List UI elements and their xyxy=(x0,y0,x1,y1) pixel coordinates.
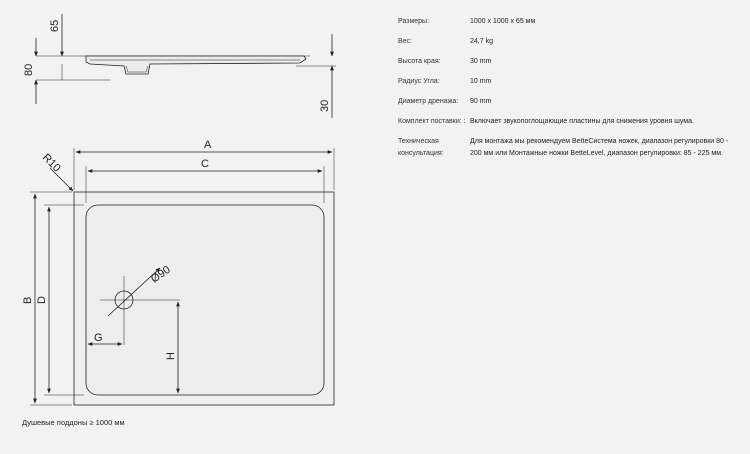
spec-label: Радиус Угла: xyxy=(398,78,440,85)
dim-label-d: D xyxy=(36,296,48,304)
spec-value: 90 mm xyxy=(470,98,492,105)
spec-row-edge-height xyxy=(398,56,738,68)
spec-value: 1000 x 1000 x 65 мм xyxy=(470,18,536,25)
technical-drawing xyxy=(0,0,360,454)
dim-label-h: H xyxy=(165,352,177,360)
product-caption: Душевые поддоны ≥ 1000 мм xyxy=(22,418,125,427)
spec-label: Техническая консультация: xyxy=(398,138,444,157)
dim-label-g: G xyxy=(94,332,103,344)
spec-label: Размеры: xyxy=(398,18,430,25)
spec-label: Комплект поставки: : xyxy=(398,118,466,125)
spec-label: Диаметр дренажа: xyxy=(398,98,459,105)
spec-value: 24,7 kg xyxy=(470,38,493,45)
dim-label-a: A xyxy=(204,139,212,151)
spec-table xyxy=(398,16,738,168)
side-profile-view xyxy=(36,14,336,118)
spec-row-size xyxy=(398,16,738,28)
spec-label: Вес: xyxy=(398,38,413,45)
dim-label-80: 80 xyxy=(23,63,35,76)
spec-row-technical-advice xyxy=(398,136,738,160)
spec-value: Включает звукопоглощающие пластины для снижения уровня шума. xyxy=(470,118,694,125)
spec-row-drain-diameter xyxy=(398,96,738,108)
spec-row-corner-radius xyxy=(398,76,738,88)
dim-label-r10: R10 xyxy=(39,151,63,175)
dim-label-65: 65 xyxy=(49,19,61,32)
spec-row-weight xyxy=(398,36,738,48)
dim-label-c: C xyxy=(201,158,209,170)
dim-label-b: B xyxy=(22,296,34,304)
spec-label: Высота края: xyxy=(398,58,441,65)
top-plan-view xyxy=(30,148,334,405)
dim-label-30: 30 xyxy=(319,99,331,112)
spec-value: Для монтажа мы рекомендуем BetteСистема ножек, диапазон регулировки 80 - 200 мм или Монтажные ножки BetteLevel, диапазон регулировки: 85 - 225 мм. xyxy=(470,138,729,157)
dim-label-drain: Ø90 xyxy=(148,263,173,286)
spec-row-delivery-set xyxy=(398,116,738,128)
spec-value: 10 mm xyxy=(470,78,492,85)
spec-value: 30 mm xyxy=(470,58,492,65)
